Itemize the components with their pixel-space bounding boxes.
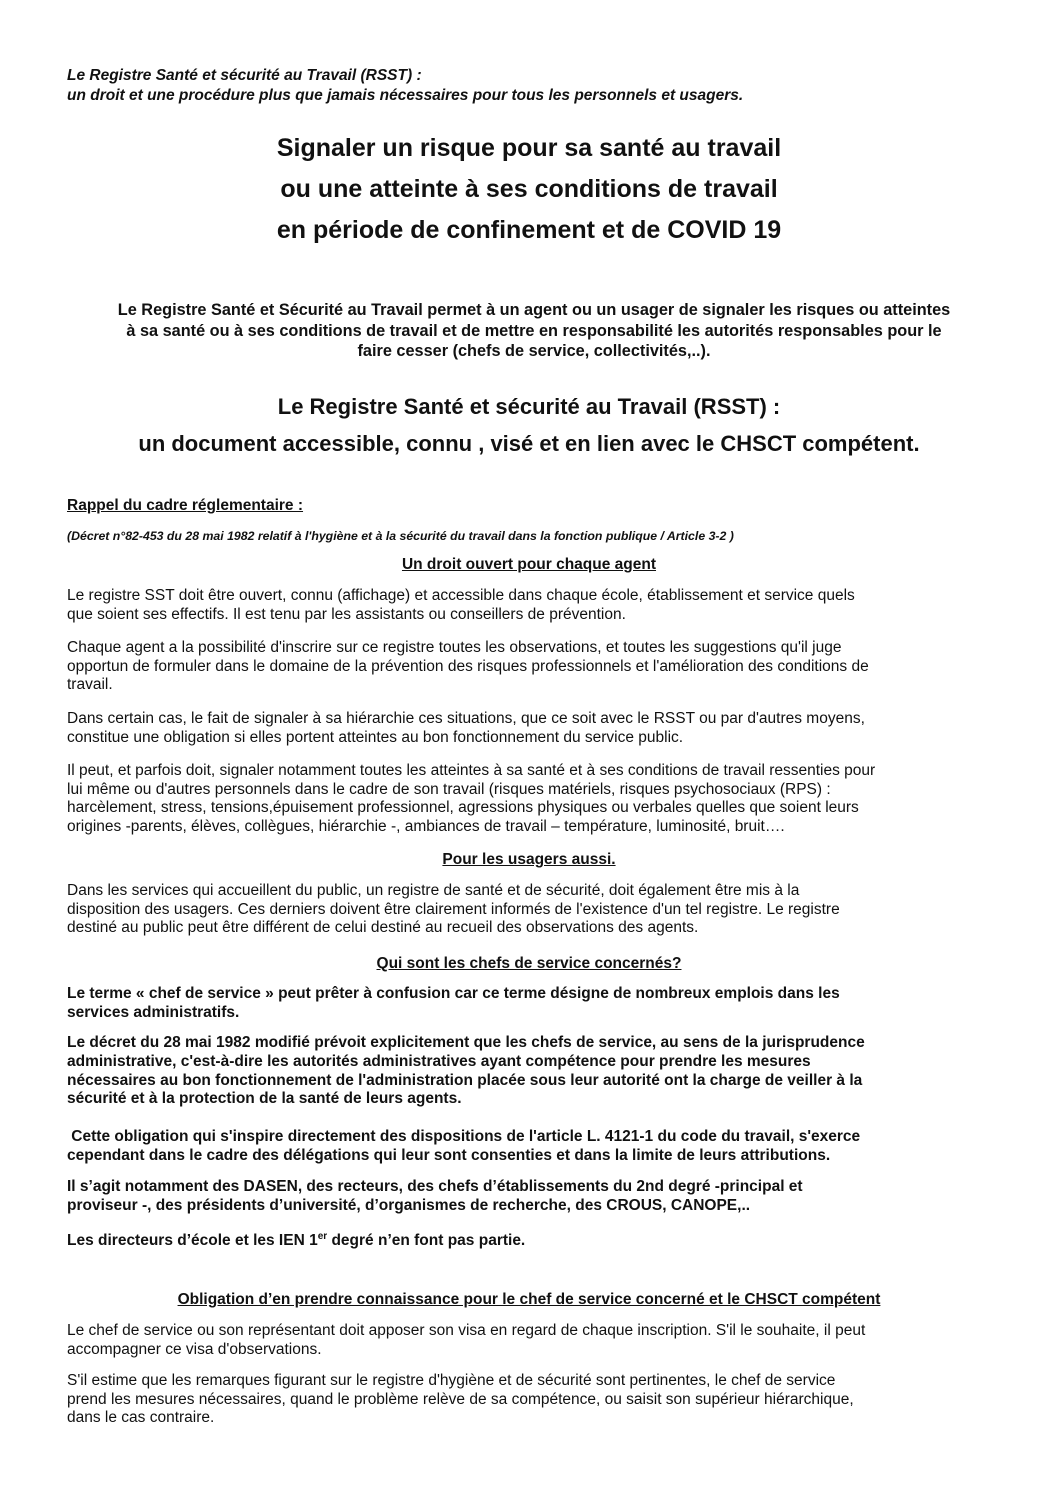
text-line: prend les mesures nécessaires, quand le problème relève de sa compétence, ou saisit son supérieur hiérarchique,: [67, 1390, 854, 1408]
text-line: administrative, c'est-à-dire les autorités administratives ayant compétence pour prendre les mesures: [67, 1052, 811, 1070]
usagers-paragraph-1: [67, 882, 1002, 938]
section-heading-droit: [0, 555, 1058, 575]
droit-paragraph-3: [67, 710, 1002, 747]
sub-title: [0, 388, 1058, 462]
text-line: Le registre SST doit être ouvert, connu (affichage) et accessible dans chaque école, établissement et service quels: [67, 587, 855, 604]
section-heading-chefs-text: Qui sont les chefs de service concernés?: [376, 955, 682, 972]
chefs-paragraph-4: [67, 1178, 1002, 1216]
text-line: [67, 1228, 1002, 1251]
text-line: Le terme « chef de service » peut prêter à confusion car ce terme désigne de nombreux emplois dans les: [67, 985, 840, 1002]
section-heading-obligation-text: Obligation d’en prendre connaissance pour le chef de service concerné et le CHSCT compétent: [177, 1291, 881, 1308]
chefs-paragraph-2: [67, 1034, 1002, 1109]
text-line: proviseur -, des présidents d’université, d’organismes de recherche, des CROUS, CANOPE,..: [67, 1196, 751, 1214]
obligation-paragraph-2: [67, 1372, 1002, 1428]
rappel-heading-text: Rappel du cadre réglementaire :: [67, 497, 304, 514]
droit-paragraph-2: [67, 639, 1002, 695]
text-line: constitue une obligation si elles portent atteintes au bon fonctionnement du service public.: [67, 728, 684, 746]
text-fragment: degré n’en font pas partie.: [327, 1232, 526, 1250]
header-line-2: un droit et une procédure plus que jamais nécessaires pour tous les personnels et usagers.: [67, 87, 744, 104]
droit-paragraph-1: [67, 587, 1002, 624]
text-line: dans le cas contraire.: [67, 1409, 215, 1427]
text-line: destiné au public peut être différent de celui destiné au recueil des observations des agents.: [67, 919, 699, 937]
intro-line-3: faire cesser (chefs de service, collectivités,..).: [357, 342, 711, 360]
main-title: [0, 128, 1058, 251]
rappel-heading: [67, 496, 303, 516]
text-line: lui même ou d'autres personnels dans le cadre de son travail (risques matériels, risques psychosociaux (RPS) :: [67, 780, 831, 798]
chefs-paragraph-1: [67, 985, 1002, 1023]
text-line: Le chef de service ou son représentant doit apposer son visa en regard de chaque inscription. S'il le souhaite, il peut: [67, 1322, 866, 1339]
document-header: [67, 66, 967, 106]
text-line: cependant dans le cadre des délégations qui leur sont consenties et dans la limite de leurs attributions.: [67, 1146, 831, 1164]
text-line: que soient ses effectifs. Il est tenu par les assistants ou conseillers de prévention.: [67, 605, 626, 623]
chefs-paragraph-3: [67, 1128, 1002, 1166]
superscript: er: [317, 1231, 328, 1242]
chefs-paragraph-5: [67, 1228, 1002, 1251]
main-title-line-1: Signaler un risque pour sa santé au travail: [276, 134, 782, 162]
text-line: services administratifs.: [67, 1003, 240, 1021]
obligation-paragraph-1: [67, 1322, 1002, 1359]
text-line: Il s’agit notamment des DASEN, des recteurs, des chefs d’établissements du 2nd degré -principal et: [67, 1178, 803, 1195]
text-line: Chaque agent a la possibilité d'inscrire sur ce registre toutes les observations, et toutes les suggestions qu'il juge: [67, 639, 842, 656]
text-line: accompagner ce visa d'observations.: [67, 1340, 322, 1358]
intro-line-2: à sa santé ou à ses conditions de travail et de mettre en responsabilité les autorités responsables pour le: [126, 321, 942, 340]
main-title-line-3: en période de confinement et de COVID 19: [276, 216, 782, 244]
section-heading-usagers: [0, 850, 1058, 870]
sub-title-line-1: Le Registre Santé et sécurité au Travail (RSST) :: [277, 394, 781, 419]
section-heading-droit-text: Un droit ouvert pour chaque agent: [401, 556, 657, 573]
text-line: Dans certain cas, le fait de signaler à sa hiérarchie ces situations, que ce soit avec le RSST ou par d'autres moyens,: [67, 710, 865, 727]
intro-line-1: Le Registre Santé et Sécurité au Travail permet à un agent ou un usager de signaler les risques ou atteintes: [117, 301, 951, 319]
text-line: S'il estime que les remarques figurant sur le registre d'hygiène et de sécurité sont pertinentes, le chef de service: [67, 1372, 836, 1389]
header-line-1: Le Registre Santé et sécurité au Travail (RSST) :: [67, 67, 422, 84]
text-line: opportun de formuler dans le domaine de la prévention des risques professionnels et l'amélioration des conditions de: [67, 657, 869, 675]
text-line: sécurité et à la protection de la santé de leurs agents.: [67, 1090, 462, 1108]
text-line: nécessaires au bon fonctionnement de l'administration placée sous leur autorité ont la charge de veiller à la: [67, 1071, 863, 1089]
section-heading-usagers-text: Pour les usagers aussi.: [442, 851, 616, 868]
droit-paragraph-4: [67, 762, 1002, 836]
text-line: Cette obligation qui s'inspire directement des dispositions de l'article L. 4121-1 du code du travail, s'exerce: [67, 1128, 861, 1145]
text-line: Le décret du 28 mai 1982 modifié prévoit explicitement que les chefs de service, au sens de la jurisprudence: [67, 1034, 865, 1051]
text-line: Dans les services qui accueillent du public, un registre de santé et de sécurité, doit également être mis à la: [67, 882, 800, 899]
main-title-line-2: ou une atteinte à ses conditions de travail: [280, 175, 778, 203]
text-line: disposition des usagers. Ces derniers doivent être clairement informés de l'existence d'un tel registre. Le registre: [67, 900, 840, 918]
intro-paragraph: [60, 300, 1008, 362]
section-heading-obligation: [0, 1290, 1058, 1310]
decret-reference: (Décret n°82-453 du 28 mai 1982 relatif à l'hygiène et à la sécurité du travail dans la fonction publique / Article 3-2 ): [67, 529, 734, 543]
text-line: origines -parents, élèves, collègues, hiérarchie -, ambiances de travail – température, luminosité, bruit….: [67, 817, 785, 835]
text-fragment: Les directeurs d’école et les IEN 1: [67, 1232, 318, 1250]
text-line: harcèlement, stress, tensions,épuisement professionnel, agressions physiques ou verbales quelles que soient leurs: [67, 799, 859, 817]
section-heading-chefs: [0, 954, 1058, 974]
sub-title-line-2: un document accessible, connu , visé et en lien avec le CHSCT compétent.: [138, 431, 920, 456]
text-line: travail.: [67, 676, 113, 694]
text-line: Il peut, et parfois doit, signaler notamment toutes les atteintes à sa santé et à ses conditions de travail ressenties pour: [67, 762, 876, 779]
